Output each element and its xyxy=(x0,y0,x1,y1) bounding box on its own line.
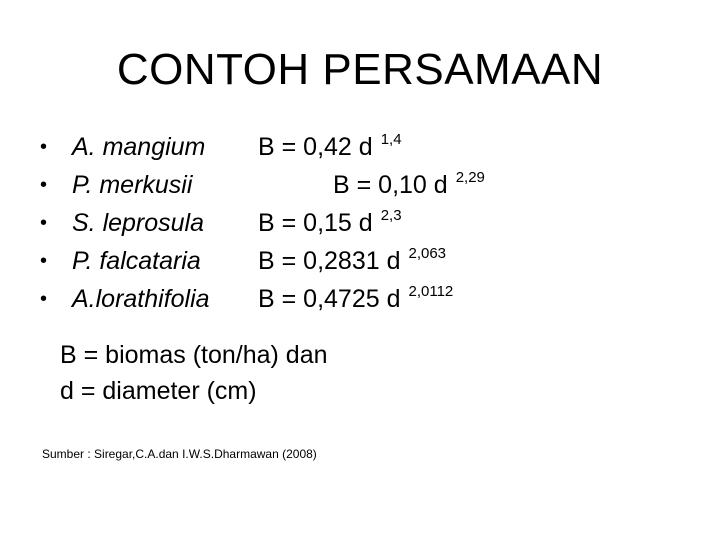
species-name: A. mangium xyxy=(72,133,206,161)
legend-line: d = diameter (cm) xyxy=(60,377,257,405)
source-citation: Sumber : Siregar,C.A.dan I.W.S.Dharmawan (2008) xyxy=(42,447,317,461)
equation-base: B = 0,15 d xyxy=(258,209,373,237)
bullet-icon: • xyxy=(40,250,48,272)
equation xyxy=(258,128,402,170)
slide-title: CONTOH PERSAMAAN xyxy=(116,45,604,94)
equation-exponent: 2,3 xyxy=(380,207,402,224)
species-name: A.lorathifolia xyxy=(72,285,210,313)
equation-base: B = 0,4725 d xyxy=(258,285,401,313)
bullet-icon: • xyxy=(40,174,48,196)
equation-base: B = 0,42 d xyxy=(258,133,373,161)
equation-exponent: 2,29 xyxy=(455,169,485,186)
equation xyxy=(258,280,453,322)
bullet-icon: • xyxy=(40,136,48,158)
equation-base: B = 0,2831 d xyxy=(258,247,401,275)
species-name: P. falcataria xyxy=(72,247,201,275)
species-name: S. leprosula xyxy=(72,209,205,237)
legend-line: B = biomas (ton/ha) dan xyxy=(60,341,328,369)
equation-exponent: 2,0112 xyxy=(408,283,454,300)
equation xyxy=(333,166,485,208)
equation xyxy=(258,204,402,246)
equation-base: B = 0,10 d xyxy=(333,171,448,199)
equation-exponent: 1,4 xyxy=(380,131,402,148)
bullet-icon: • xyxy=(40,212,48,234)
equation xyxy=(258,242,446,284)
legend xyxy=(60,337,328,409)
equation-exponent: 2,063 xyxy=(408,245,447,262)
species-name: P. merkusii xyxy=(72,171,193,199)
bullet-icon: • xyxy=(40,288,48,310)
